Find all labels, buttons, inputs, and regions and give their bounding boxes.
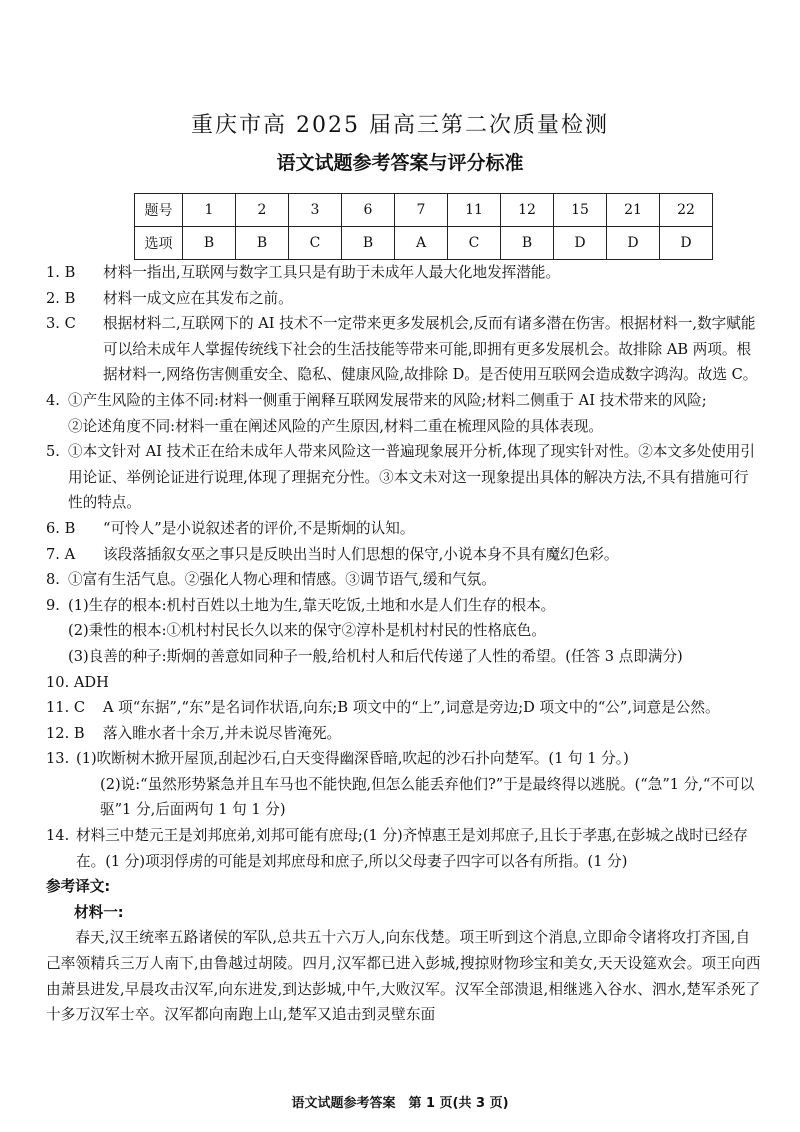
answer-line: (3)良善的种子:斯炯的善意如同种子一般,给机村人和后代传递了人性的希望。(任答 3 点即满分) xyxy=(68,647,683,665)
answer-number: 7. A xyxy=(46,545,76,563)
question-cell: 2 xyxy=(236,194,289,227)
answer-cell: C xyxy=(448,227,501,260)
answer-item-14 xyxy=(46,823,762,874)
row-label-question: 题号 xyxy=(135,194,183,227)
answer-text: “可怜人”是小说叙述者的评价,不是斯炯的认知。 xyxy=(103,519,415,537)
answer-text: ①富有生活气息。②强化人物心理和情感。③调节语气,缓和气氛。 xyxy=(68,571,496,589)
answer-line: ②论述角度不同:材料一重在阐述风险的产生原因,材料二重在梳理风险的具体表现。 xyxy=(68,417,603,435)
answer-number: 9. xyxy=(46,596,60,614)
answer-text: 材料三中楚元王是刘邦庶弟,刘邦可能有庶母;(1 分)齐悼惠王是刘邦庶子,且长于孝惠,在彭城之战时已经存在。(1 分)项羽俘虏的可能是刘邦庶母和庶子,所以父母妻子四字可以各有所指。(1 分) xyxy=(76,827,748,870)
page-footer: 语文试题参考答案 第 1 页(共 3 页) xyxy=(291,1096,509,1111)
answer-number: 4. xyxy=(46,391,60,409)
answer-line: (2)秉性的根本:①机村村民长久以来的保守②淳朴是机村村民的性格底色。 xyxy=(68,622,546,640)
answer-text: ①本文针对 AI 技术正在给未成年人带来风险这一普遍现象展开分析,体现了现实针对性。②本文多处使用引用论证、举例论证进行说理,体现了理据充分性。③本文未对这一现象提出具体的解决方法,不具有措施可行性的特点。 xyxy=(68,443,755,512)
answer-cell: D xyxy=(554,227,607,260)
translation-heading: 参考译文: xyxy=(46,878,111,896)
answer-cell: D xyxy=(607,227,660,260)
answer-text: 根据材料二,互联网下的 AI 技术不一定带来更多发展机会,反而有诸多潜在伤害。根据材料一,数字赋能可以给未成年人掌握传统线下社会的生活技能等带来可能,即拥有更多发展机会。故排除 AB 两项。根据材料一,网络伤害侧重安全、隐私、健康风险,故排除 D。是否使用互联网会造成数字鸿沟。故选 C。 xyxy=(103,315,758,384)
answer-number: 13. xyxy=(46,750,70,768)
answer-cell: B xyxy=(501,227,554,260)
answer-item-11 xyxy=(46,695,762,721)
answer-number: 11. C xyxy=(46,699,86,717)
answer-item-12 xyxy=(46,721,762,747)
answer-number: 12. B xyxy=(46,724,85,742)
answer-number: 6. B xyxy=(46,519,76,537)
answer-line: (2)说:“虽然形势紧急并且车马也不能快跑,但怎么能丢弃他们?”于是最终得以逃脱。(“急”1 分,“不可以驱”1 分,后面两句 1 句 1 分) xyxy=(100,775,755,819)
answer-item-5 xyxy=(46,439,762,516)
answer-cell: B xyxy=(183,227,236,260)
answer-number: 1. B xyxy=(46,264,76,281)
answer-item-4 xyxy=(46,388,762,439)
answer-item-6 xyxy=(46,516,762,542)
answer-text: 材料一成文应在其发布之前。 xyxy=(103,289,293,307)
answer-number: 8. xyxy=(46,571,60,589)
answer-line: ①产生风险的主体不同:材料一侧重于阐释互联网发展带来的风险;材料二侧重于 AI 技术带来的风险; xyxy=(68,391,707,409)
document-title: 重庆市高 2025 届高三第二次质量检测 xyxy=(191,113,609,138)
question-cell: 12 xyxy=(501,194,554,227)
question-cell: 11 xyxy=(448,194,501,227)
document-subtitle: 语文试题参考答案与评分标准 xyxy=(276,152,524,174)
answer-line: (1)吹断树木掀开屋顶,刮起沙石,白天变得幽深昏暗,吹起的沙石扑向楚军。(1 句 1 分。) xyxy=(76,750,629,768)
answer-item-3 xyxy=(46,311,762,388)
answer-cell: D xyxy=(660,227,713,260)
answer-item-1 xyxy=(46,260,762,286)
answer-text: 落入睢水者十余万,并未说尽皆淹死。 xyxy=(103,724,342,742)
answer-number: 3. C xyxy=(46,315,76,333)
answer-text: A 项“东据”,“东”是名词作状语,向东;B 项文中的“上”,词意是旁边;D 项文中的“公”,词意是公然。 xyxy=(103,699,720,717)
answer-number: 14. xyxy=(46,827,70,845)
answer-item-7 xyxy=(46,542,762,568)
answer-text: 材料一指出,互联网与数字工具只是有助于未成年人最大化地发挥潜能。 xyxy=(103,264,561,281)
question-number-row xyxy=(135,194,713,227)
answer-line: (1)生存的根本:机村百姓以土地为生,靠天吃饭,土地和水是人们生存的根本。 xyxy=(68,596,556,614)
question-cell: 1 xyxy=(183,194,236,227)
question-cell: 21 xyxy=(607,194,660,227)
answer-explanations xyxy=(46,260,762,1028)
answer-cell: A xyxy=(395,227,448,260)
answer-text: 该段落插叙女巫之事只是反映出当时人们思想的保守,小说本身不具有魔幻色彩。 xyxy=(103,545,619,563)
material-heading: 材料一: xyxy=(74,903,124,921)
question-cell: 7 xyxy=(395,194,448,227)
answer-cell: B xyxy=(342,227,395,260)
question-cell: 3 xyxy=(289,194,342,227)
answer-cell: B xyxy=(236,227,289,260)
answer-item-2 xyxy=(46,286,762,312)
answer-item-8 xyxy=(46,567,762,593)
translation-paragraph: 春天,汉王统率五路诸侯的军队,总共五十六万人,向东伐楚。项王听到这个消息,立即命令诸将攻打齐国,自己率领精兵三万人南下,由鲁越过胡陵。四月,汉军都已进入彭城,搜掠财物珍宝和美女,天天设筵欢会。项王向西由萧县进发,早晨攻击汉军,向东进发,到达彭城,中午,大败汉军。汉军全部溃退,相继逃入谷水、泗水,楚军杀死了十多万汉军士卒。汉军都向南跑上山,楚军又追击到灵壁东面 xyxy=(46,929,761,1024)
answer-row xyxy=(135,227,713,260)
answer-item-10 xyxy=(46,670,762,696)
answer-number: 2. B xyxy=(46,289,76,307)
answer-number: 5. xyxy=(46,443,60,461)
answer-key-table xyxy=(134,193,713,260)
answer-cell: C xyxy=(289,227,342,260)
answer-item-9 xyxy=(46,593,762,670)
question-cell: 15 xyxy=(554,194,607,227)
question-cell: 6 xyxy=(342,194,395,227)
answer-item-13 xyxy=(46,746,762,823)
row-label-answer: 选项 xyxy=(135,227,183,260)
question-cell: 22 xyxy=(660,194,713,227)
answer-number: 10. ADH xyxy=(46,673,109,691)
